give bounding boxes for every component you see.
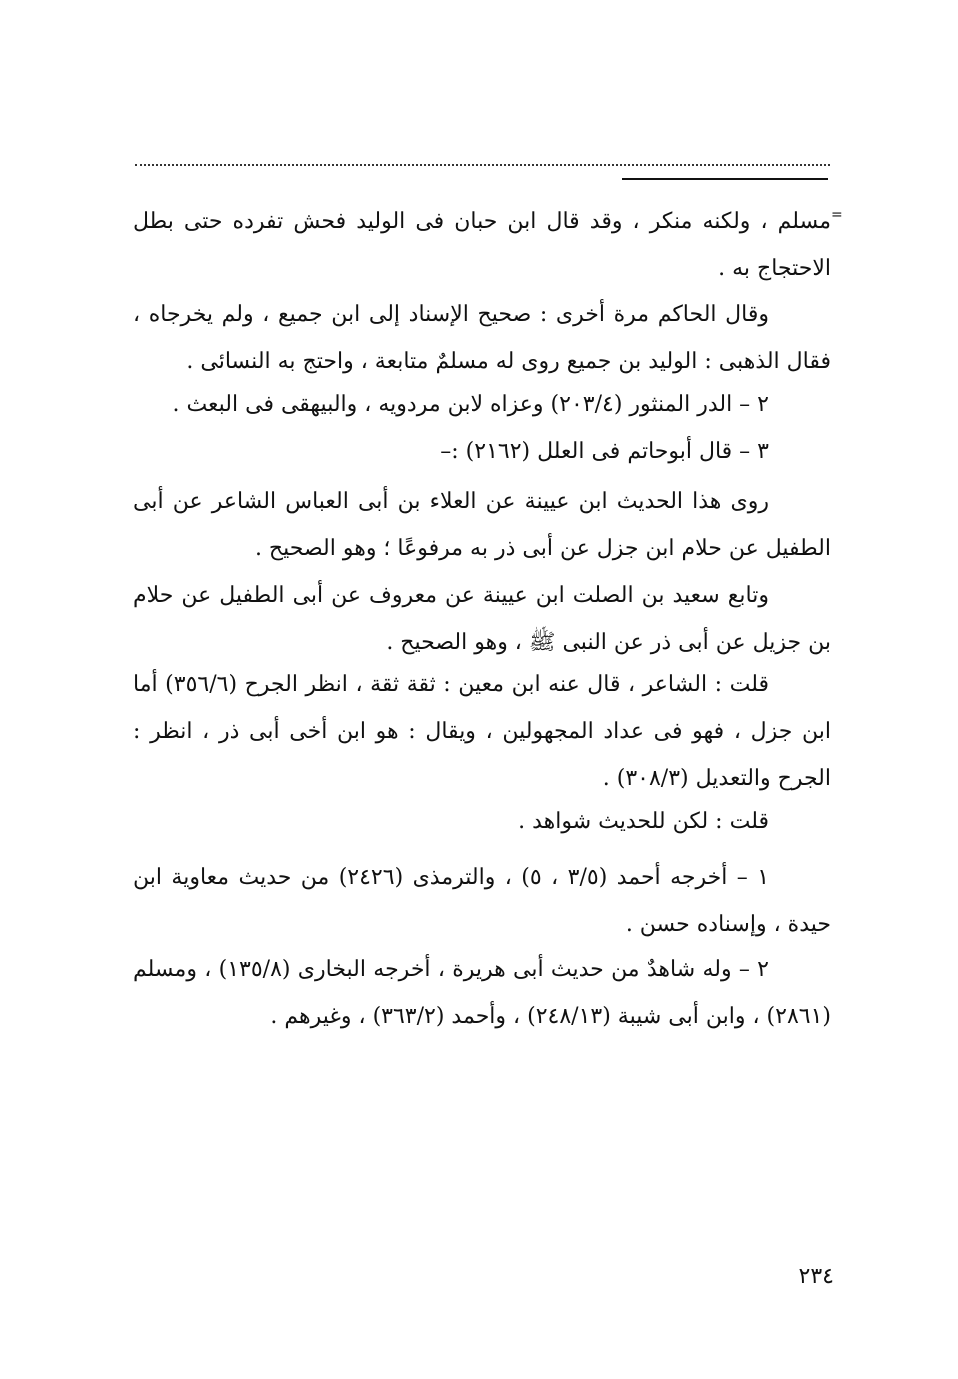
footnote-paragraph-6: وتابع سعيد بن الصلت ابن عيينة عن معروف عن أبى الطفيل عن حلام بن جزيل عن أبى ذر عن النبى ﷺ ، وهو الصحيح . [133,583,831,655]
footnote-paragraph-2: وقال الحاكم مرة أخرى : صحيح الإسناد إلى ابن جميع ، ولم يخرجاه ، فقال الذهبى : الوليد بن جميع روى له مسلمٌ متابعة ، واحتج به النسائى . [133,302,831,374]
footnote-rule [622,178,828,180]
footnote-paragraph-3: ٢ – الدر المنثور (٢٠٣/٤) وعزاه لابن مردويه ، والبيهقى فى البعث . [172,392,769,417]
footnote-paragraph-9: ١ – أخرجه أحمد (٣/٥ ، ٥) ، والترمذى (٢٤٢٦) من حديث معاوية ابن حيدة ، وإسناده حسن . [133,865,831,937]
dotted-separator [135,152,830,166]
page-number: ٢٣٤ [798,1264,834,1289]
footnote-paragraph-7: قلت : الشاعر ، قال عنه ابن معين : ثقة ثقة ، انظر الجرح (٣٥٦/٦) أما ابن جزل ، فهو فى عداد المجهولين ، ويقال : هو ابن أخى أبى ذر ، انظر : الجرح والتعديل (٣٠٨/٣) . [133,672,831,791]
continuation-mark: = [831,207,843,223]
footnote-paragraph-1: مسلم ، ولكنه منكر ، وقد قال ابن حبان فى الوليد فحش تفرده حتى بطل الاحتجاج به . [133,209,831,281]
footnote-paragraph-5: روى هذا الحديث ابن عيينة عن العلاء بن أبى العباس الشاعر عن أبى الطفيل عن حلام ابن جزل عن أبى ذر به مرفوعًا ؛ وهو الصحيح . [133,489,831,561]
footnote-paragraph-4: ٣ – قال أبوحاتم فى العلل (٢١٦٢) :– [440,439,769,464]
footnote-paragraph-8: قلت : لكن للحديث شواهد . [518,809,769,834]
footnote-paragraph-10: ٢ – وله شاهدٌ من حديث أبى هريرة ، أخرجه البخارى (١٣٥/٨) ، ومسلم (٢٨٦١) ، وابن أبى شيبة (٢٤٨/١٣) ، وأحمد (٣٦٣/٢) ، وغيرهم . [133,957,831,1029]
